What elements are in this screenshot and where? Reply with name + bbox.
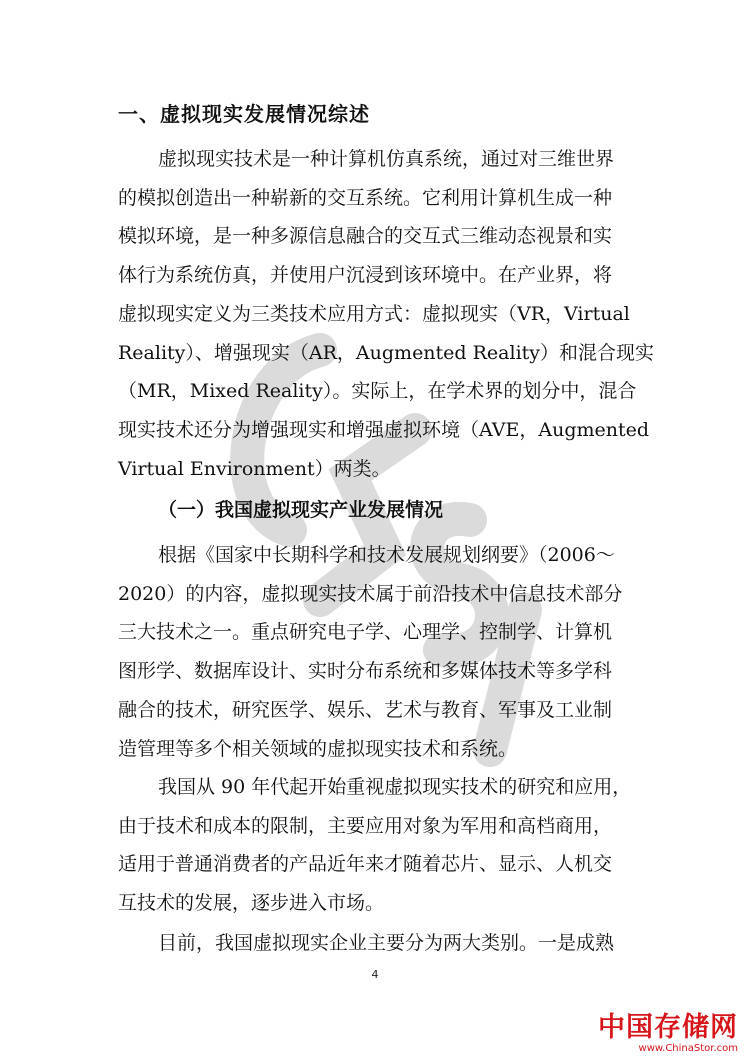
text-line: 根据《国家中长期科学和技术发展规划纲要》（2006～ (158, 544, 615, 566)
text-line: 2020）的内容，虚拟现实技术属于前沿技术中信息技术部分 (118, 582, 623, 605)
section-heading: 一、虚拟现实发展情况综述 (118, 102, 370, 126)
text-line: 我国从 90 年代起开始重视虚拟现实技术的研究和应用， (158, 776, 632, 798)
paragraph-intro (118, 140, 655, 488)
text-line: 目前，我国虚拟现实企业主要分为两大类别。一是成熟 (158, 932, 615, 954)
page-number: 4 (371, 968, 379, 981)
logo-url: www.ChinaStor.com (638, 1043, 738, 1054)
chinastor-logo (588, 1013, 738, 1055)
text-line: 模拟环境，是一种多源信息融合的交互式三维动态视景和实 (118, 225, 613, 248)
text-line: Reality）、增强现实（AR，Augmented Reality）和混合现实 (118, 341, 655, 364)
text-line: 体行为系统仿真，并使用户沉浸到该环境中。在产业界，将 (118, 264, 613, 287)
logo-name: 中国存储网 (598, 1012, 738, 1043)
text-line: 适用于普通消费者的产品近年来才随着芯片、显示、人机交 (118, 853, 613, 876)
text-line: 三大技术之一。重点研究电子学、心理学、控制学、计算机 (118, 621, 613, 644)
paragraph-plan (118, 536, 638, 768)
text-line: 互技术的发展，逐步进入市场。 (118, 892, 385, 915)
text-line: 由于技术和成本的限制，主要应用对象为军用和高档商用， (118, 814, 613, 837)
text-line: 虚拟现实技术是一种计算机仿真系统，通过对三维世界 (158, 148, 615, 170)
text-line: Virtual Environment）两类。 (118, 457, 391, 480)
text-line: 图形学、数据库设计、实时分布系统和多媒体技术等多学科 (118, 660, 613, 683)
subsection-heading: （一）我国虚拟现实产业发展情况 (158, 499, 444, 521)
paragraph-current (118, 924, 638, 963)
paragraph-history (118, 768, 638, 923)
text-line: 的模拟创造出一种崭新的交互系统。它利用计算机生成一种 (118, 186, 613, 209)
text-line: 现实技术还分为增强现实和增强虚拟环境（AVE，Augmented (118, 418, 650, 441)
text-line: 融合的技术，研究医学、娱乐、艺术与教育、军事及工业制 (118, 698, 613, 721)
text-line: （MR，Mixed Reality）。实际上，在学术界的划分中，混合 (118, 380, 637, 403)
text-line: 造管理等多个相关领域的虚拟现实技术和系统。 (118, 737, 518, 760)
text-line: 虚拟现实定义为三类技术应用方式：虚拟现实（VR，Virtual (118, 302, 630, 325)
